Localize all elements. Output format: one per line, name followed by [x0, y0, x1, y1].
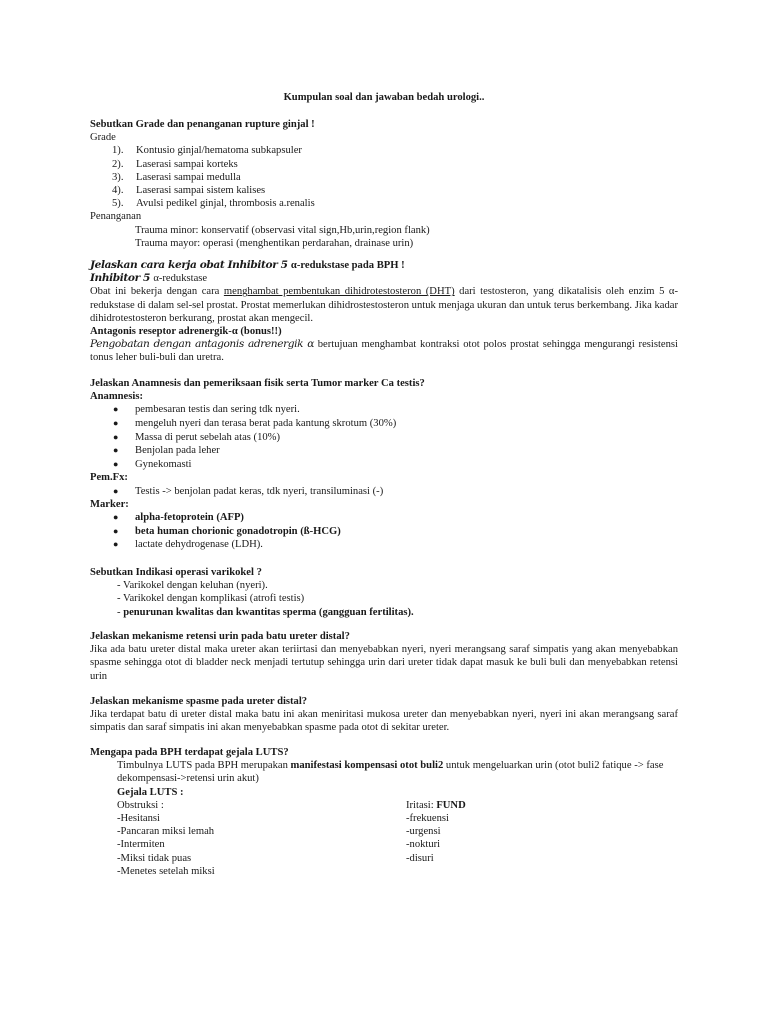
list-item: ● Benjolan pada leher [113, 445, 220, 457]
list-item: -nokturi [406, 839, 441, 851]
section-ca-testis [90, 377, 678, 552]
question-heading: Jelaskan Anamnesis dan pemeriksaan fisik serta Tumor marker Ca testis? [90, 378, 425, 389]
iritasi-label: Iritasi: FUND [406, 799, 466, 811]
antagonis-heading: Antagonis reseptor adrenergik-α (bonus!!) [90, 326, 282, 338]
section-varikokel [90, 566, 678, 619]
sub-heading: Inhibitor 5 α-redukstase [90, 272, 208, 285]
luts-table [90, 799, 678, 878]
paragraph: Pengobatan dengan antagonis adrenergik α bertujuan menghambat kontraksi otot polos prostat sehingga mengurangi resistensi tonus leher buli-buli dan uretra. [90, 338, 678, 364]
list-item: ● Testis -> benjolan padat keras, tdk nyeri, transiluminasi (-) [113, 485, 384, 497]
pemfx-list [90, 485, 678, 498]
list-item: ● mengeluh nyeri dan terasa berat pada kantung skrotum (30%) [113, 418, 397, 429]
indication-item: - Varikokel dengan komplikasi (atrofi testis) [117, 593, 305, 605]
list-item: -urgensi [406, 826, 441, 838]
list-item: ● Massa di perut sebelah atas (10%) [113, 431, 281, 443]
list-item: ● alpha-fetoprotein (AFP) [113, 511, 244, 523]
section-inhibitor-5a [90, 259, 678, 365]
question-heading: Mengapa pada BPH terdapat gejala LUTS? [90, 747, 289, 758]
paragraph: Timbulnya LUTS pada BPH merupakan manifestasi kompensasi otot buli2 untuk mengeluarkan urin (otot buli2 fatique -> fase dekompensasi->retensi urin akut) [117, 760, 664, 785]
list-item: -disuri [406, 852, 434, 864]
obstruksi-label: Obstruksi : [117, 799, 164, 811]
list-item: -Pancaran miksi lemah [117, 826, 215, 838]
list-item: ● beta human chorionic gonadotropin (ß-HCG) [113, 525, 341, 537]
section-bph-luts [90, 746, 678, 878]
iritasi-column [406, 799, 466, 865]
question-heading: Jelaskan cara kerja obat Inhibitor 5 α-redukstase pada BPH ! [90, 259, 405, 271]
paragraph: Obat ini bekerja dengan cara menghambat pembentukan dihidrotestosteron (DHT) dari testosteron, yang dikatalisis oleh enzim 5 α-redukstase di dalam sel-sel prostat. Prostat memerlukan dihidrostestosteron untuk menjaga ukuran dan untuk terus berkembang. Jika kadar dihidrotestosteron berkurang, prostat akan mengecil. [90, 286, 678, 324]
list-item: -Miksi tidak puas [117, 852, 192, 864]
handling-label: Penanganan [90, 211, 142, 223]
list-item: -Intermiten [117, 839, 165, 851]
anamnesis-list [90, 403, 678, 471]
paragraph: Jika ada batu ureter distal maka ureter akan teriirtasi dan menyebabkan nyeri, nyeri merangsang saraf simpatis yang akan menyebabkan spasme sehingga otot di bladder neck menjadi tertutup sehingga urin dari ureter tidak dapat masuk ke buli buli dan menyebabkan retensi urin [90, 644, 678, 682]
marker-label: Marker: [90, 498, 129, 510]
list-item: 1). Kontusio ginjal/hematoma subkapsuler [112, 145, 302, 157]
indication-item: - Varikokel dengan keluhan (nyeri). [117, 580, 268, 592]
page-title: Kumpulan soal dan jawaban bedah urologi.. [283, 92, 485, 103]
list-item: ● lactate dehydrogenase (LDH). [113, 539, 263, 551]
grade-label: Grade [90, 132, 116, 144]
section-retensi-urin [90, 630, 678, 683]
gejala-label: Gejala LUTS : [117, 786, 184, 798]
paragraph: Jika terdapat batu di ureter distal maka batu ini akan meniritasi mukosa ureter dan menyebabkan nyeri, nyeri ini akan merangsang saraf simpatis dan saraf simpatis ini akan menyebabkan spasme pada otot di sekitar ureter. [90, 709, 678, 734]
list-item: 5). Avulsi pedikel ginjal, thrombosis a.renalis [112, 198, 315, 210]
grade-list [90, 144, 678, 210]
trauma-major: Trauma mayor: operasi (menghentikan perdarahan, drainase urin) [135, 237, 414, 249]
obstruksi-column [117, 799, 678, 878]
question-heading: Jelaskan mekanisme spasme pada ureter distal? [90, 696, 308, 707]
question-heading: Sebutkan Grade dan penanganan rupture ginjal ! [90, 119, 315, 130]
list-item: 2). Laserasi sampai korteks [112, 158, 238, 170]
list-item: -frekuensi [406, 813, 449, 825]
list-item: ● pembesaran testis dan sering tdk nyeri. [113, 404, 300, 416]
section-spasme-ureter [90, 695, 678, 735]
list-item: 3). Laserasi sampai medulla [112, 171, 241, 183]
question-heading: Sebutkan Indikasi operasi varikokel ? [90, 567, 262, 578]
list-item: -Hesitansi [117, 813, 160, 825]
anamnesis-label: Anamnesis: [90, 391, 143, 403]
section-rupture-ginjal [90, 118, 678, 250]
question-heading: Jelaskan mekanisme retensi urin pada batu ureter distal? [90, 631, 350, 642]
list-item: -Menetes setelah miksi [117, 865, 215, 877]
trauma-minor: Trauma minor: konservatif (observasi vital sign,Hb,urin,region flank) [135, 224, 430, 236]
list-item: ● Gynekomasti [113, 458, 192, 470]
list-item: 4). Laserasi sampai sistem kalises [112, 185, 266, 197]
pemfx-label: Pem.Fx: [90, 472, 128, 484]
marker-list [90, 511, 678, 552]
indication-item: - penurunan kwalitas dan kwantitas sperma (gangguan fertilitas). [117, 606, 414, 618]
